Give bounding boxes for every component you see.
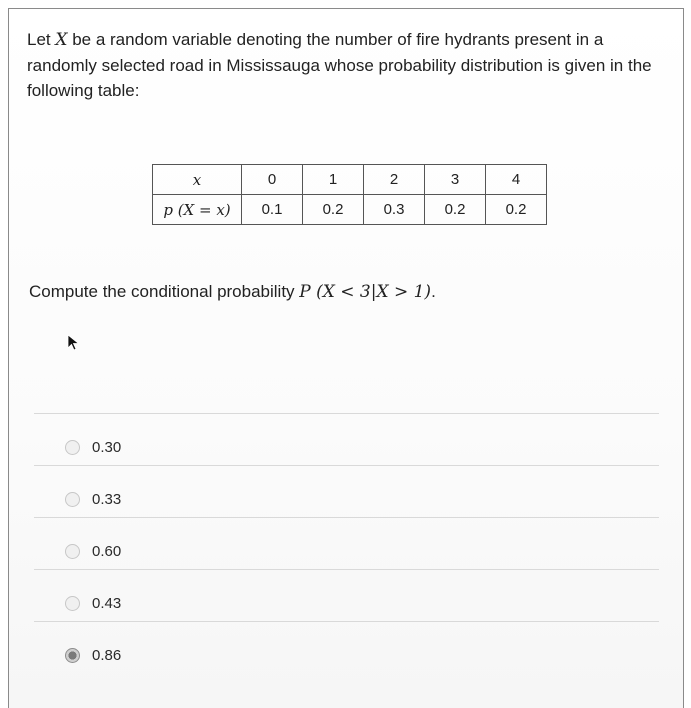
question-card <box>8 8 684 708</box>
table-cell: 0.3 <box>364 195 425 225</box>
table-row-x <box>153 165 547 195</box>
question-part1: Let <box>27 30 56 49</box>
prompt-math: P (X < 3|X > 1) <box>299 282 432 302</box>
option-label: 0.43 <box>92 594 122 612</box>
table-cell: 4 <box>486 165 547 195</box>
table-cell: 0.2 <box>486 195 547 225</box>
divider <box>34 569 659 570</box>
divider <box>34 413 659 414</box>
option-row-3[interactable] <box>65 588 365 618</box>
header-p-label: p (X = x) <box>153 195 242 225</box>
table-cell: 0.2 <box>303 195 364 225</box>
table-cell: 0.2 <box>425 195 486 225</box>
divider <box>34 621 659 622</box>
option-label: 0.33 <box>92 490 122 508</box>
option-row-1[interactable] <box>65 484 365 514</box>
question-part2: be a random variable denoting the number of fire hydrants present in a randomly selected road in Mississauga whose probability distribution is given in the following table: <box>27 30 652 100</box>
radio-button-selected[interactable] <box>65 648 80 663</box>
option-row-0[interactable] <box>65 432 365 462</box>
radio-button[interactable] <box>65 596 80 611</box>
option-label: 0.60 <box>92 542 122 560</box>
prompt-label: Compute the conditional probability <box>29 282 300 301</box>
radio-button[interactable] <box>65 440 80 455</box>
table-cell: 2 <box>364 165 425 195</box>
option-row-2[interactable] <box>65 536 365 566</box>
radio-button[interactable] <box>65 492 80 507</box>
option-row-4[interactable] <box>65 640 365 670</box>
table-cell: 0 <box>242 165 303 195</box>
option-label: 0.86 <box>92 646 122 664</box>
prompt-text <box>29 282 436 302</box>
prompt-end: . <box>431 282 436 301</box>
mouse-pointer-icon <box>67 334 81 352</box>
table-row-p <box>153 195 547 225</box>
distribution-table <box>152 164 547 225</box>
header-x-label: x <box>153 165 242 195</box>
table-cell: 0.1 <box>242 195 303 225</box>
table-cell: 1 <box>303 165 364 195</box>
option-label: 0.30 <box>92 438 122 456</box>
divider <box>34 465 659 466</box>
question-text <box>27 27 667 103</box>
table-cell: 3 <box>425 165 486 195</box>
divider <box>34 517 659 518</box>
radio-button[interactable] <box>65 544 80 559</box>
question-variable: X <box>55 30 68 50</box>
